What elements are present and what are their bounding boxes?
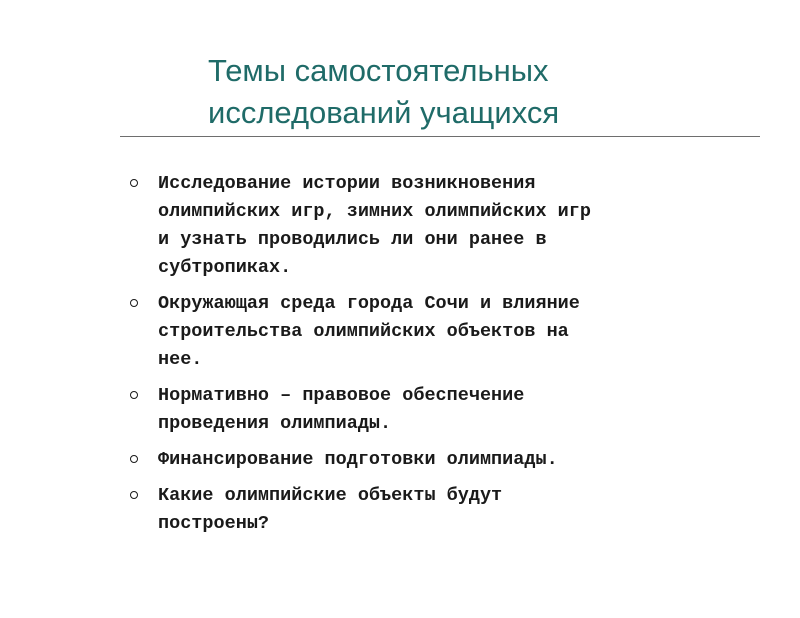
list-item-line: проведения олимпиады. [158,413,392,434]
list-item [130,290,750,374]
list-item-line: Нормативно – правовое обеспечение [158,385,525,406]
list-item-line: нее. [158,349,203,370]
list-item-text [158,382,750,438]
list-item-line: и узнать проводились ли они ранее в [158,229,547,250]
circle-bullet-icon [130,455,138,463]
circle-bullet-icon [130,299,138,307]
list-item [130,382,750,438]
list-item-text [158,170,750,282]
title-line-2: исследований учащихся [208,95,560,130]
list-item-line: построены? [158,513,270,534]
list-item-text [158,482,750,538]
list-item-line: Исследование истории возникновения [158,173,536,194]
list-item [130,170,750,282]
circle-bullet-icon [130,391,138,399]
list-item-line: строительства олимпийских объектов на [158,321,569,342]
list-item [130,446,750,474]
list-item-line: олимпийских игр, зимних олимпийских игр [158,201,591,222]
slide-title [208,50,748,134]
list-item-text [158,446,750,474]
list-item-line: Финансирование подготовки олимпиады. [158,449,558,470]
circle-bullet-icon [130,491,138,499]
title-line-1: Темы самостоятельных [208,53,549,88]
title-divider [120,136,760,137]
list-item-line: Какие олимпийские объекты будут [158,485,503,506]
topic-list [130,170,750,546]
list-item-text [158,290,750,374]
list-item-line: Окружающая среда города Сочи и влияние [158,293,580,314]
list-item [130,482,750,538]
list-item-line: субтропиках. [158,257,292,278]
circle-bullet-icon [130,179,138,187]
